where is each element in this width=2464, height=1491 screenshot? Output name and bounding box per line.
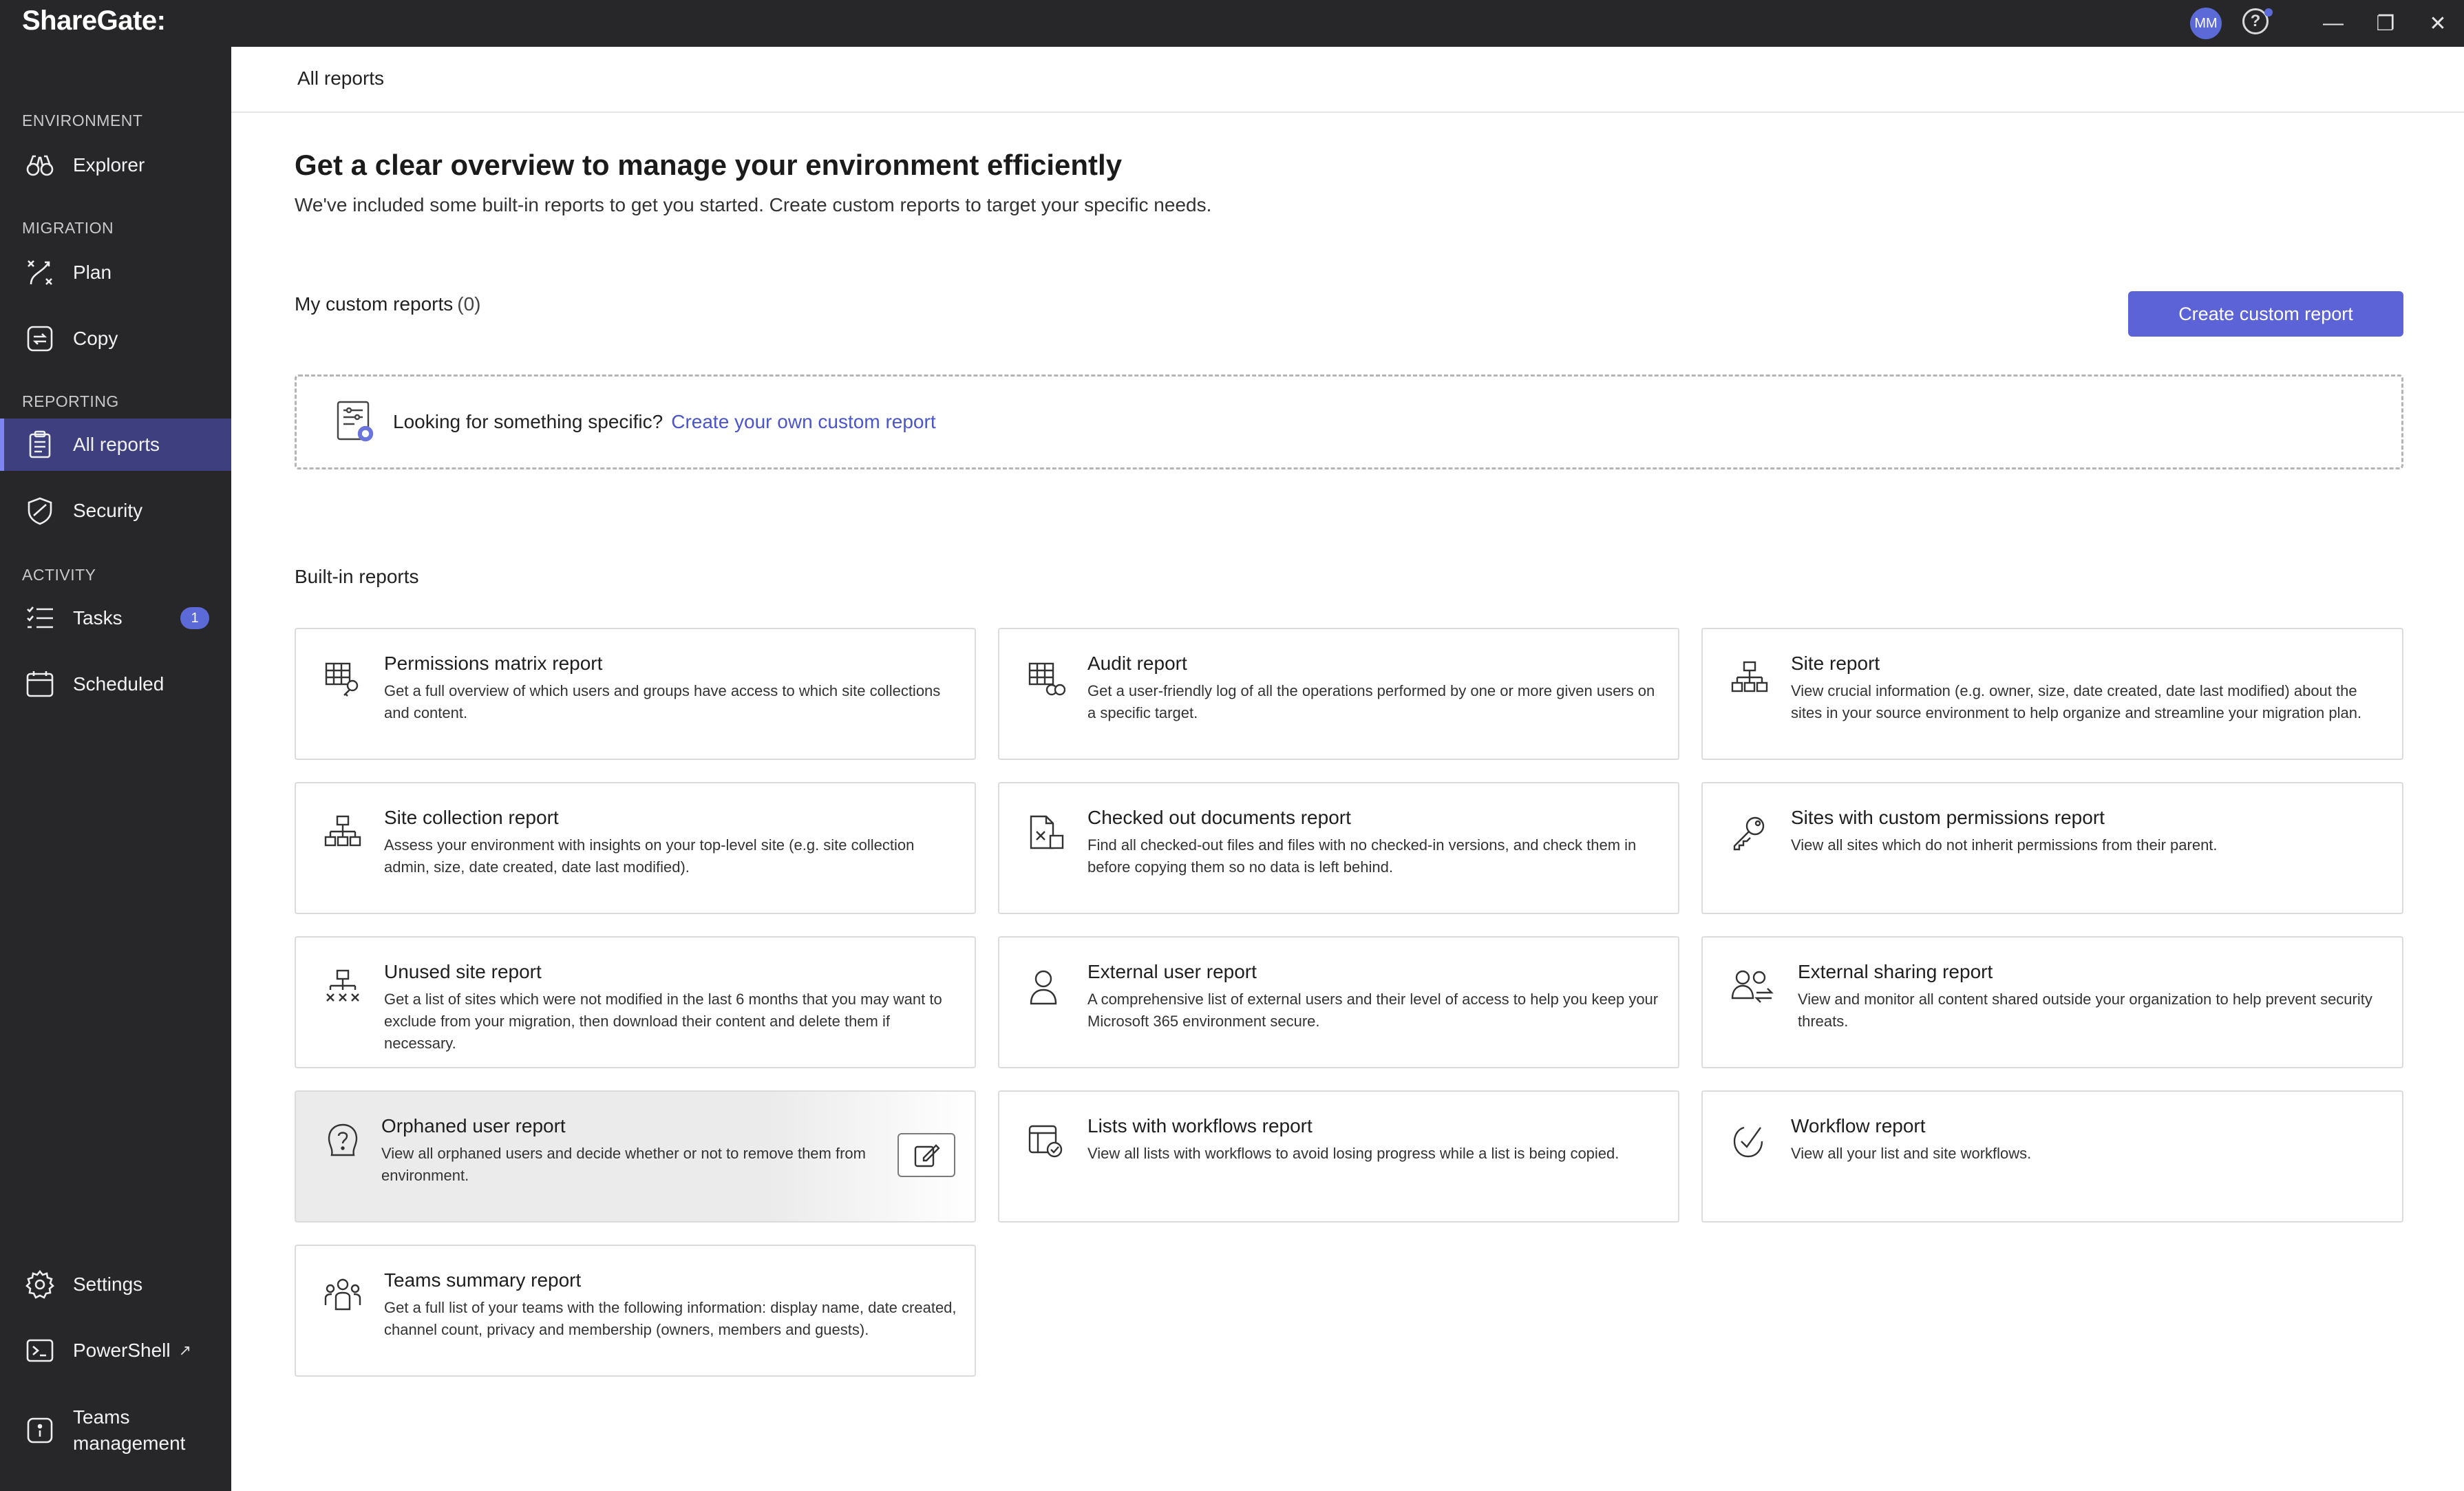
page-subtitle: We've included some built-in reports to get you started. Create custom reports to target your specific needs. <box>295 194 1212 215</box>
report-title: Lists with workflows report <box>1087 1115 1313 1136</box>
report-title: Workflow report <box>1791 1115 1926 1136</box>
permissions-matrix-icon <box>323 659 362 698</box>
report-card-site-collection[interactable] <box>295 782 976 914</box>
report-title: Permissions matrix report <box>384 653 603 674</box>
task-list-icon <box>25 603 55 633</box>
breadcrumb-bar <box>231 47 2464 113</box>
edit-report-button[interactable] <box>898 1133 955 1177</box>
section-environment: ENVIRONMENT <box>22 112 143 129</box>
copy-icon <box>25 324 55 354</box>
minimize-button[interactable]: — <box>2323 12 2344 34</box>
report-description: Get a list of sites which were not modified in the last 6 months that you may want to exclude from your migration, then download their content and delete them if necessary. <box>384 991 942 1052</box>
sidebar-item-label: Tasks <box>73 607 123 628</box>
report-title: External user report <box>1087 961 1257 982</box>
orphaned-user-icon <box>323 1122 362 1161</box>
report-card-orphaned-user[interactable] <box>295 1090 976 1223</box>
app-logo: ShareGate: <box>22 6 166 36</box>
report-title: Audit report <box>1087 653 1187 674</box>
plan-icon <box>25 257 55 288</box>
create-custom-report-button[interactable]: Create custom report <box>2128 291 2403 337</box>
report-description: View all sites which do not inherit permissions from their parent. <box>1791 836 2218 854</box>
site-hierarchy-icon <box>1730 659 1769 698</box>
report-title: Site collection report <box>384 807 559 828</box>
custom-reports-count: (0) <box>457 293 481 315</box>
report-title: External sharing report <box>1798 961 1993 982</box>
site-collection-icon <box>323 814 362 852</box>
custom-report-settings-icon <box>334 398 378 446</box>
unused-site-icon <box>323 968 362 1006</box>
key-icon <box>1730 814 1769 852</box>
report-title: Orphaned user report <box>381 1115 566 1136</box>
sidebar-item-copy[interactable] <box>0 313 231 365</box>
audit-icon <box>1027 659 1065 698</box>
help-icon: ? <box>2242 8 2269 34</box>
report-card-unused-site[interactable] <box>295 936 976 1068</box>
restore-button[interactable]: ❐ <box>2376 12 2395 35</box>
report-card-lists-with-workflows[interactable] <box>998 1090 1679 1223</box>
shield-icon <box>25 496 55 526</box>
sidebar-item-plan[interactable] <box>0 246 231 299</box>
sidebar-item-label: PowerShell <box>73 1340 171 1361</box>
report-card-site[interactable] <box>1701 628 2403 760</box>
report-card-audit[interactable] <box>998 628 1679 760</box>
workflow-icon <box>1730 1122 1769 1161</box>
sidebar-item-label: Plan <box>73 262 112 283</box>
sidebar-item-powershell[interactable] <box>0 1324 231 1377</box>
report-description: Find all checked-out files and files with no checked-in versions, and check them in before copying them so no data is left behind. <box>1087 836 1637 876</box>
notification-dot <box>2264 8 2273 17</box>
section-migration: MIGRATION <box>22 219 114 237</box>
report-title: Teams summary report <box>384 1269 582 1291</box>
sidebar-item-explorer[interactable] <box>0 139 231 191</box>
sidebar-item-label: Scheduled <box>73 673 164 695</box>
teams-management-icon <box>25 1415 55 1446</box>
external-sharing-icon <box>1730 968 1774 1006</box>
main-content <box>231 47 2464 1491</box>
custom-reports-empty-state <box>295 374 2403 469</box>
report-description: Get a full list of your teams with the following information: display name, date created, channel count, privacy and membership (owners, members and guests). <box>384 1299 957 1338</box>
powershell-icon <box>25 1335 55 1366</box>
report-description: Get a full overview of which users and groups have access to which site collections and content. <box>384 682 941 721</box>
report-title: Site report <box>1791 653 1880 674</box>
sidebar-item-label: Security <box>73 500 143 521</box>
sidebar-item-label: Explorer <box>73 154 145 176</box>
sidebar-item-label: Copy <box>73 328 118 349</box>
report-card-workflow[interactable] <box>1701 1090 2403 1223</box>
report-title: Unused site report <box>384 961 542 982</box>
report-description: View all orphaned users and decide whether or not to remove them from environment. <box>381 1145 866 1184</box>
report-card-permissions-matrix[interactable] <box>295 628 976 760</box>
external-user-icon <box>1027 968 1065 1006</box>
custom-reports-heading <box>295 293 481 315</box>
report-description: View crucial information (e.g. owner, size, date created, date last modified) about the sites in your source environment to help organize and streamline your migration plan. <box>1791 682 2362 721</box>
report-description: Assess your environment with insights on your top-level site (e.g. site collection admin, size, date created, date last modified). <box>384 836 915 876</box>
sidebar-item-label: All reports <box>73 434 160 455</box>
report-title: Checked out documents report <box>1087 807 1351 828</box>
page-title: Get a clear overview to manage your environment efficiently <box>295 149 1123 181</box>
report-description: Get a user-friendly log of all the operations performed by one or more given users on a specific target. <box>1087 682 1655 721</box>
title-bar <box>0 0 2464 47</box>
report-description: A comprehensive list of external users and their level of access to help you keep your Microsoft 365 environment secure. <box>1087 991 1659 1030</box>
external-link-icon: ↗ <box>178 1342 192 1359</box>
help-button[interactable] <box>2242 8 2273 39</box>
section-activity: ACTIVITY <box>22 566 96 584</box>
sidebar-item-label: Teams management <box>73 1406 186 1454</box>
gear-icon <box>25 1269 55 1300</box>
close-button[interactable]: ✕ <box>2429 12 2447 35</box>
empty-state-prompt: Looking for something specific? <box>393 411 663 432</box>
list-workflow-icon <box>1027 1122 1065 1161</box>
teams-icon <box>323 1276 362 1315</box>
sidebar-item-all-reports[interactable] <box>0 419 231 471</box>
report-title: Sites with custom permissions report <box>1791 807 2105 828</box>
sidebar-item-tasks[interactable] <box>0 592 231 644</box>
report-clipboard-icon <box>25 430 55 460</box>
create-custom-report-link[interactable]: Create your own custom report <box>671 411 936 432</box>
sidebar-item-teams-management[interactable] <box>0 1396 231 1465</box>
report-card-checked-out-documents[interactable] <box>998 782 1679 914</box>
binoculars-icon <box>25 150 55 180</box>
report-description: View all lists with workflows to avoid losing progress while a list is being copied. <box>1087 1145 1619 1162</box>
report-description: View all your list and site workflows. <box>1791 1145 2032 1162</box>
sidebar-item-scheduled[interactable] <box>0 658 231 710</box>
sidebar-item-label: Settings <box>73 1273 143 1295</box>
report-card-custom-permissions[interactable] <box>1701 782 2403 914</box>
title-bar-controls <box>2190 0 2464 47</box>
sidebar-item-security[interactable] <box>0 485 231 537</box>
builtin-reports-heading: Built-in reports <box>295 566 419 587</box>
report-card-external-user[interactable] <box>998 936 1679 1068</box>
tasks-count-badge: 1 <box>180 607 209 629</box>
section-reporting: REPORTING <box>22 392 119 410</box>
sidebar <box>0 47 231 1491</box>
report-description: View and monitor all content shared outside your organization to help prevent security threats. <box>1798 991 2372 1030</box>
edit-icon <box>913 1141 940 1169</box>
custom-reports-label: My custom reports <box>295 293 454 315</box>
user-avatar[interactable]: MM <box>2190 8 2222 39</box>
checked-out-document-icon <box>1027 814 1065 852</box>
report-card-teams-summary[interactable] <box>295 1245 976 1377</box>
report-card-external-sharing[interactable] <box>1701 936 2403 1068</box>
breadcrumb: All reports <box>297 67 385 89</box>
calendar-icon <box>25 669 55 699</box>
sidebar-item-settings[interactable] <box>0 1258 231 1311</box>
